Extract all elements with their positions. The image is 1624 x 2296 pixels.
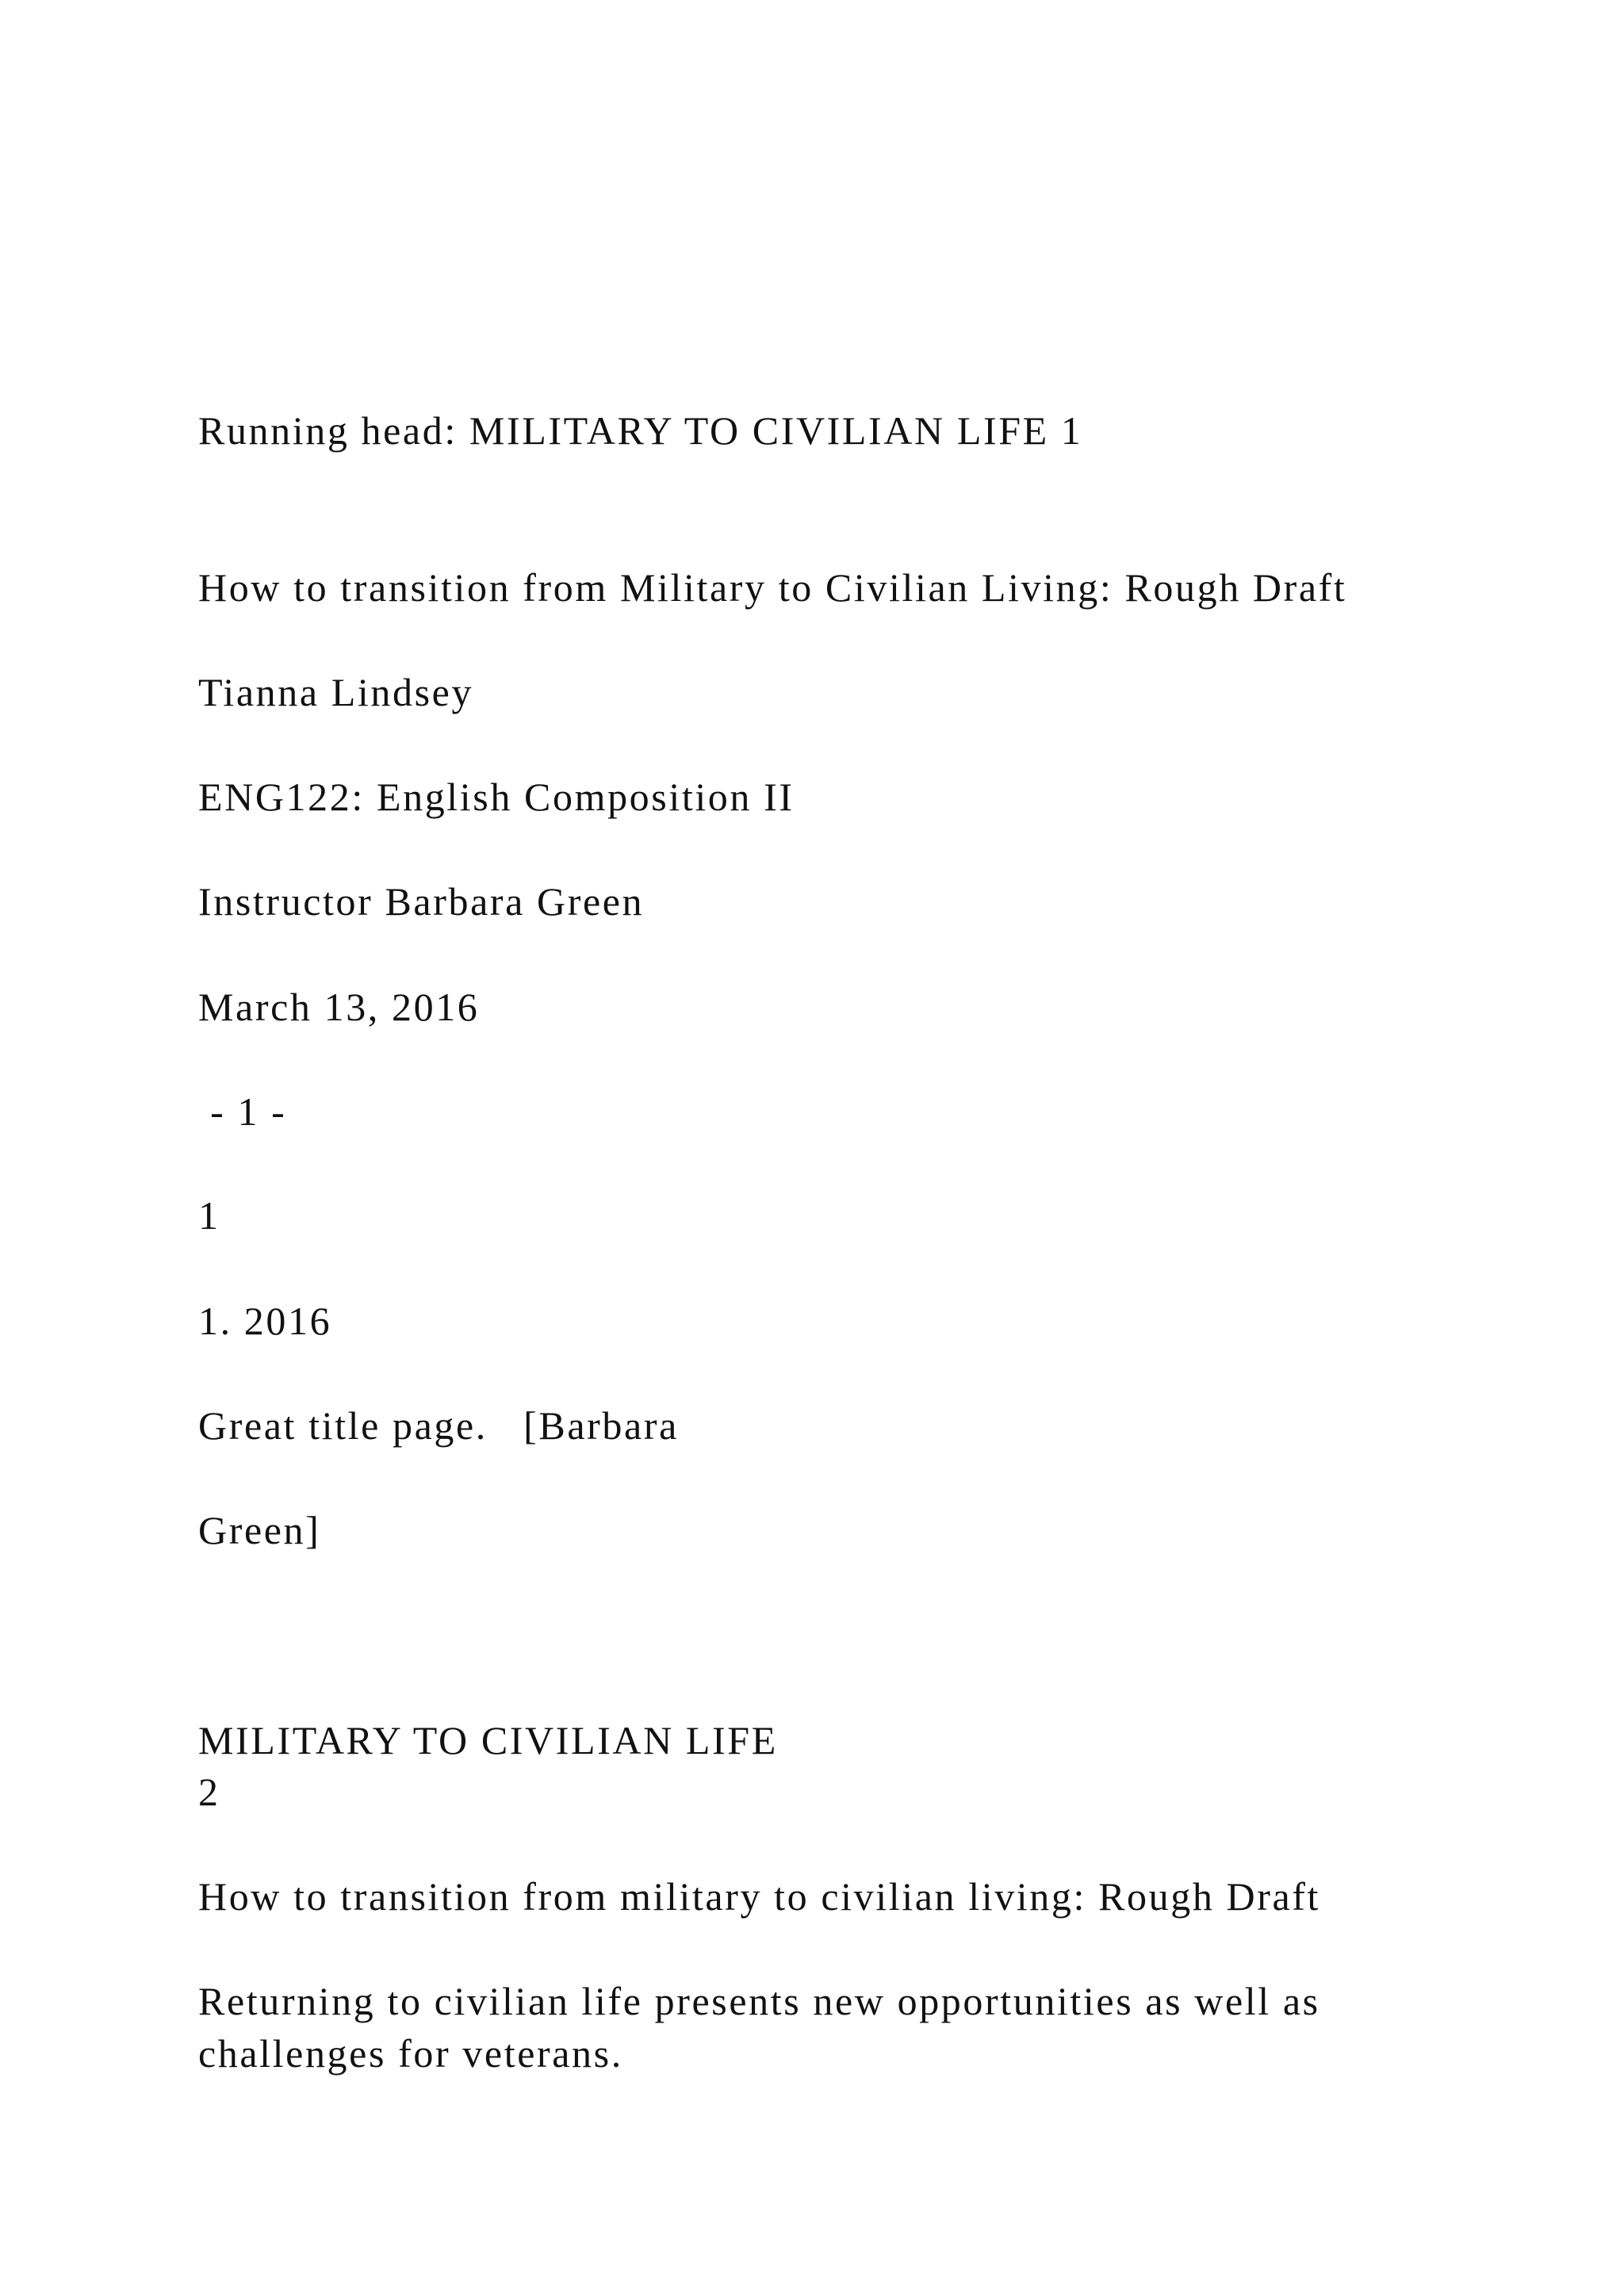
author-name: Tianna Lindsey (198, 670, 474, 714)
instructor-name: Instructor Barbara Green (198, 879, 645, 924)
page2-title: How to transition from military to civilian living: Rough Draft (198, 1874, 1321, 1919)
paper-date: March 13, 2016 (198, 985, 480, 1029)
page2-paragraph: Returning to civilian life presents new opportunities as well as challenges for veterans. (198, 1979, 1320, 2076)
footnote-item: 1. 2016 (198, 1299, 332, 1343)
instructor-comment-line-2: Green] (198, 1508, 321, 1552)
page2-header-text: MILITARY TO CIVILIAN LIFE (198, 1718, 778, 1762)
instructor-comment-line-1: Great title page. [Barbara (198, 1403, 679, 1448)
page-marker: - 1 - (198, 1089, 287, 1134)
page2-header-page-number: 2 (198, 1770, 220, 1814)
running-head: Running head: MILITARY TO CIVILIAN LIFE 1 (198, 408, 1083, 453)
footnote-number: 1 (198, 1193, 220, 1238)
paper-title: How to transition from Military to Civilian Living: Rough Draft (198, 565, 1347, 610)
course-name: ENG122: English Composition II (198, 775, 795, 819)
